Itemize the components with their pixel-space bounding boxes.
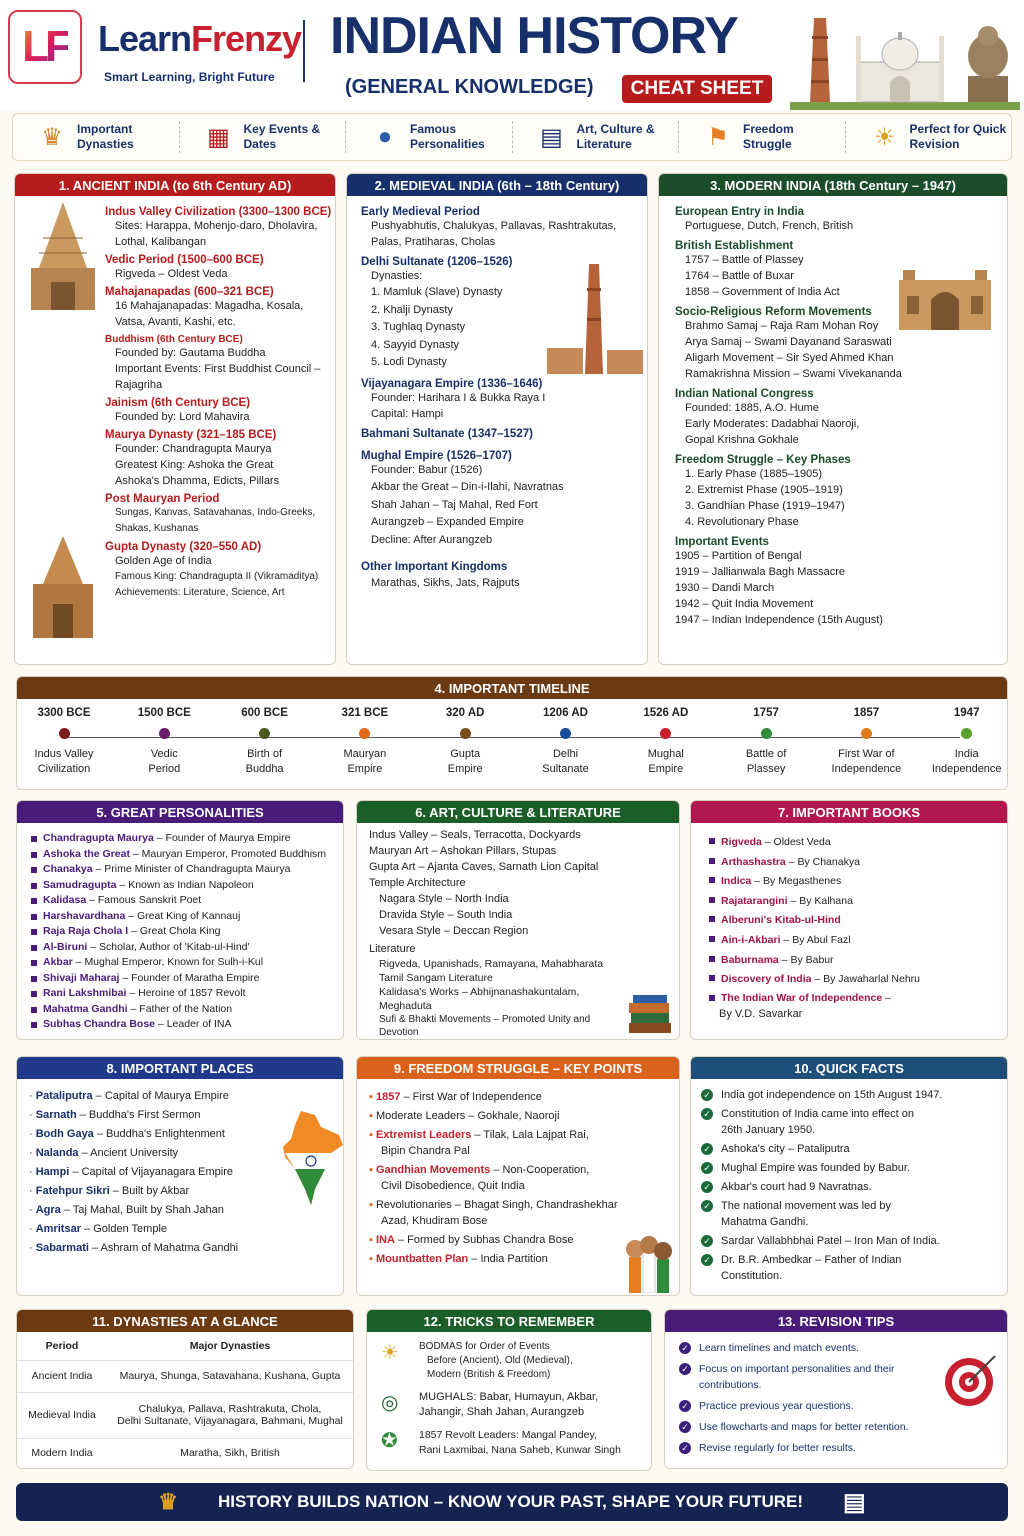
books-card: 7. IMPORTANT BOOKS Rigveda – Oldest Veda Arthashastra – By Chanakya Indica – By Megasthenes Rajatarangini – By Kalhana Alberuni's Kitab-ul-Hind Ain-i-Akbari – By Abul Fazl Baburnama – By Babur Discovery of India – By Jawaharlal Nehru The Indian War of Independence – By V.D. Savarkar xyxy=(690,800,1008,1040)
header-divider xyxy=(303,20,305,82)
timeline-dot xyxy=(259,728,270,739)
list-item: · Fatehpur Sikri – Built by Akbar xyxy=(29,1185,190,1197)
logo: LF xyxy=(8,10,82,84)
art-culture-card xyxy=(356,800,680,1040)
list-item: Subhas Chandra Bose – Leader of INA xyxy=(29,1017,344,1033)
list-item: ▪ 1857 – First War of Independence xyxy=(369,1091,542,1103)
card-title: 2. MEDIEVAL INDIA (6th – 18th Century) xyxy=(347,174,647,196)
revision-tips-card xyxy=(664,1309,1008,1469)
flag-icon: ⚑ xyxy=(707,123,729,151)
check-icon: ✓ xyxy=(701,1089,713,1101)
list-item: · Agra – Taj Mahal, Built by Shah Jahan xyxy=(29,1204,224,1216)
list-item: ✓ Revise regularly for better results. xyxy=(679,1440,947,1456)
medieval-content: Early Medieval Period Pushyabhutis, Chalukyas, Pallavas, Rashtrakutas, Palas, Pratiharas, Cholas Delhi Sultanate (1206–1526) Dynasties: 1. Mamluk (Slave) Dynasty 2. Khalji Dynasty 3. Tughlaq Dynasty 4. Sayyid Dynasty 5. Lodi Dynasty Vijayanagara Empire (1336–1646) Founder: Harihara I & Bukka Raya I Capital: Hampi Bahmani Sultanate (1347–1527) Mughal Empire (1526–1707) Founder: Babur (1526) Akbar the Great – Din-i-Ilahi, Navratnas Shah Jahan – Taj Mahal, Red Fort Aurangzeb – Expanded Empire Decline: After Aurangzeb Other Important Kingdoms Marathas, Sikhs, Jats, Rajputs xyxy=(361,206,617,589)
star-icon: ✪ xyxy=(381,1430,398,1452)
card-title: 3. MODERN INDIA (18th Century – 1947) xyxy=(659,174,1007,196)
footer-banner: ♛ HISTORY BUILDS NATION – KNOW YOUR PAST, SHAPE YOUR FUTURE! ▤ xyxy=(16,1483,1008,1521)
timeline-point: 3300 BCE Indus Valley Civilization xyxy=(34,707,94,775)
page-subtitle: (GENERAL KNOWLEDGE) xyxy=(345,76,594,98)
dynasties-card xyxy=(16,1309,354,1469)
check-icon: ✓ xyxy=(701,1235,713,1247)
list-item: ▪ Gandhian Movements – Non-Cooperation, Civil Disobedience, Quit India xyxy=(369,1164,590,1192)
list-item: ✓ Constitution of India came into effect on 26th January 1950. xyxy=(701,1106,1005,1138)
list-item: Ashoka the Great – Mauryan Emperor, Promoted Buddhism xyxy=(29,847,344,863)
tagline: Smart Learning, Bright Future xyxy=(104,70,275,84)
check-icon: ✓ xyxy=(679,1442,691,1454)
tips-list xyxy=(679,1340,947,1461)
modern-content: European Entry in India Portuguese, Dutch, French, British British Establishment 1757 – Battle of Plassey 1764 – Battle of Buxar 1858 – Government of India Act Socio-Religious Reform Movements Brahmo Samaj – Raja Ram Mohan Roy Arya Samaj – Swami Dayanand Saraswati Aligarh Movement – Sir Syed Ahmed Khan Ramakrishna Mission – Swami Vivekananda Indian National Congress Founded: 1885, A.O. Hume Early Moderates: Dadabhai Naoroji, Gopal Krishna Gokhale Freedom Struggle – Key Phases 1. Early Phase (1885–1905) 2. Extremist Phase (1905–1919) 3. Gandhian Phase (1919–1947) 4. Revolutionary Phase Important Events 1905 – Partition of Bengal 1919 – Jallianwala Bagh Massacre 1930 – Dandi March 1942 – Quit India Movement 1947 – Indian Independence (15th August) xyxy=(675,206,902,626)
timeline-dot xyxy=(59,728,70,739)
card-title: 6. ART, CULTURE & LITERATURE xyxy=(357,801,679,823)
bulb-icon: ☀ xyxy=(381,1342,399,1364)
timeline-point: 1500 BCE Vedic Period xyxy=(137,707,191,775)
list-item: Mahatma Gandhi – Father of the Nation xyxy=(29,1002,344,1018)
list-item: Arthashastra – By Chanakya xyxy=(707,853,1007,873)
cheat-sheet-badge: CHEAT SHEET xyxy=(622,75,772,103)
timeline-dot xyxy=(359,728,370,739)
feature-item: ⚑ Freedom Struggle xyxy=(679,121,846,153)
timeline-dot xyxy=(159,728,170,739)
card-title: 7. IMPORTANT BOOKS xyxy=(691,801,1007,823)
card-title: 12. TRICKS TO REMEMBER xyxy=(367,1310,651,1332)
list-item: Samudragupta – Known as Indian Napoleon xyxy=(29,878,344,894)
trophy-icon: ♛ xyxy=(158,1489,179,1514)
list-item: ✓ Use flowcharts and maps for better retention. xyxy=(679,1419,947,1435)
timeline-point: 1947 India Independence xyxy=(931,707,1002,775)
list-item: ▪ Moderate Leaders – Gokhale, Naoroji xyxy=(369,1110,560,1122)
list-item: ✓ Akbar's court had 9 Navratnas. xyxy=(701,1179,1005,1195)
timeline-dot xyxy=(460,728,471,739)
taj-mahal-icon xyxy=(856,32,944,102)
card-title: 4. IMPORTANT TIMELINE xyxy=(17,677,1007,699)
list-item: · Pataliputra – Capital of Maurya Empire xyxy=(29,1090,229,1102)
personalities-card xyxy=(16,800,344,1040)
list-item: ✓ Mughal Empire was founded by Babur. xyxy=(701,1160,1005,1176)
personalities-list xyxy=(29,831,344,1033)
modern-india-card xyxy=(658,173,1008,665)
list-item: ✓ Practice previous year questions. xyxy=(679,1398,947,1414)
tricks-card xyxy=(366,1309,652,1471)
list-item: · Hampi – Capital of Vijayanagara Empire xyxy=(29,1166,234,1178)
list-item: ✓ Sardar Vallabhbhai Patel – Iron Man of India. xyxy=(701,1233,1005,1249)
list-item: Al-Biruni – Scholar, Author of 'Kitab-ul-Hind' xyxy=(29,940,344,956)
bulb-icon: ☀ xyxy=(873,123,896,151)
list-item: Alberuni's Kitab-ul-Hind xyxy=(707,911,1007,931)
list-item: Baburnama – By Babur xyxy=(707,951,1007,971)
timeline-dot xyxy=(761,728,772,739)
list-item: Indica – By Megasthenes xyxy=(707,872,1007,892)
ancient-india-card xyxy=(14,173,336,665)
timeline-point: 1206 AD Delhi Sultanate xyxy=(542,707,589,775)
places-list xyxy=(29,1087,279,1258)
table-row: Modern India Maratha, Sikh, British xyxy=(31,1447,280,1460)
list-item: ✓ Ashoka's city – Pataliputra xyxy=(701,1141,1005,1157)
list-item: · Sabarmati – Ashram of Mahatma Gandhi xyxy=(29,1242,239,1254)
facts-list xyxy=(701,1087,1005,1287)
places-card xyxy=(16,1056,344,1296)
tricks-list xyxy=(381,1340,649,1458)
feature-item: ▤ Art, Culture & Literature xyxy=(513,121,680,153)
books-list xyxy=(707,833,1007,1006)
timeline-point: 1757 Battle of Plassey xyxy=(745,707,787,775)
list-item: ▪ Mountbatten Plan – India Partition xyxy=(369,1253,548,1265)
check-icon: ✓ xyxy=(679,1363,691,1375)
quick-facts-card xyxy=(690,1056,1008,1296)
list-item: ▪ INA – Formed by Subhas Chandra Bose xyxy=(369,1234,574,1246)
timeline-point: 600 BCE Birth of Buddha xyxy=(241,707,288,775)
temple-icon xyxy=(21,198,105,318)
list-item: Chanakya – Prime Minister of Chandragupta Maurya xyxy=(29,862,344,878)
list-item: · Amritsar – Golden Temple xyxy=(29,1223,168,1235)
list-item: The Indian War of Independence – xyxy=(707,990,1007,1006)
card-title: 9. FREEDOM STRUGGLE – KEY POINTS xyxy=(357,1057,679,1079)
list-item: Raja Raja Chola I – Great Chola King xyxy=(29,924,344,940)
raised-fists-icon xyxy=(623,1229,677,1293)
list-item: Harshavardhana – Great King of Kannauj xyxy=(29,909,344,925)
list-item: ▪ Revolutionaries – Bhagat Singh, Chandrashekhar Azad, Khudiram Bose xyxy=(369,1199,618,1227)
card-title: 11. DYNASTIES AT A GLANCE xyxy=(17,1310,353,1332)
list-item: ☀ BODMAS for Order of Events Before (Ancient), Old (Medieval), Modern (British & Freedom) xyxy=(381,1341,573,1380)
list-item: Rajatarangini – By Kalhana xyxy=(707,892,1007,912)
crown-icon: ♛ xyxy=(41,123,63,151)
globe-icon: ◎ xyxy=(381,1392,399,1414)
list-item: ✓ Dr. B.R. Ambedkar – Father of Indian Constitution. xyxy=(701,1252,1005,1284)
calendar-icon: ▦ xyxy=(207,123,230,151)
feature-bar xyxy=(12,113,1012,161)
page-title: INDIAN HISTORY xyxy=(330,7,738,65)
book-icon: ▤ xyxy=(540,123,563,151)
book-icon: ▤ xyxy=(843,1488,866,1516)
ancient-content: Indus Valley Civilization (3300–1300 BCE) Sites: Harappa, Mohenjo-daro, Dholavira, Lothal, Kalibangan Vedic Period (1500–600 BCE) Rigveda – Oldest Veda Mahajanapadas (600–321 BCE) 16 Mahajanapadas: Magadha, Kosala, Vatsa, Avanti, Kashi, etc. Buddhism (6th Century BCE) Founded by: Gautama Buddha Important Events: First Buddhist Council – Rajagriha Jainism (6th Century BCE) Founded by: Lord Mahavira Maurya Dynasty (321–185 BCE) Founder: Chandragupta Maurya Greatest King: Ashoka the Great Ashoka's Dhamma, Edicts, Pillars Post Mauryan Period Sungas, Kanvas, Satavahanas, Indo-Greeks, Shakas, Kushanas Gupta Dynasty (320–550 AD) Golden Age of India Famous King: Chandragupta II (Vikramaditya) Achievements: Literature, Science, Art xyxy=(105,206,332,598)
timeline-point: 1526 AD Mughal Empire xyxy=(643,707,689,775)
timeline-dot xyxy=(660,728,671,739)
card-title: 5. GREAT PERSONALITIES xyxy=(17,801,343,823)
freedom-struggle-card xyxy=(356,1056,680,1296)
check-icon: ✓ xyxy=(701,1200,713,1212)
list-item: Kalidasa – Famous Sanskrit Poet xyxy=(29,893,344,909)
check-icon: ✓ xyxy=(701,1181,713,1193)
list-item: · Bodh Gaya – Buddha's Enlightenment xyxy=(29,1128,225,1140)
card-title: 1. ANCIENT INDIA (to 6th Century AD) xyxy=(15,174,335,196)
medieval-india-card xyxy=(346,173,648,665)
list-item: Shivaji Maharaj – Founder of Maratha Empire xyxy=(29,971,344,987)
list-item: ✓ India got independence on 15th August 1947. xyxy=(701,1087,1005,1103)
list-item: Akbar – Mughal Emperor, Known for Sulh-i-Kul xyxy=(29,955,344,971)
feature-item: ● Famous Personalities xyxy=(346,121,513,153)
art-content: Indus Valley – Seals, Terracotta, Dockyards Mauryan Art – Ashokan Pillars, Stupas Gupta Art – Ajanta Caves, Sarnath Lion Capital Temple Architecture Nagara Style – North India Dravida Style – South India Vesara Style – Deccan Region Literature Rigveda, Upanishads, Ramayana, Mahabharata Tamil Sangam Literature Kalidasa's Works – Abhijnanashakuntalam, Meghaduta Sufi & Bhakti Movements – Promoted Unity and Devotion xyxy=(369,829,604,1038)
check-icon: ✓ xyxy=(701,1162,713,1174)
list-item: · Sarnath – Buddha's First Sermon xyxy=(29,1109,201,1121)
table-row: Medieval India Chalukya, Pallava, Rashtrakuta, Chola, Delhi Sultanate, Vijayanagara, Bahmani, Mughal xyxy=(17,1392,353,1438)
list-item: Rani Lakshmibai – Heroine of 1857 Revolt xyxy=(29,986,344,1002)
dynasties-table: Period Major Dynasties Ancient India Maurya, Shunga, Satavahana, Kushana, Gupta Medieval India Chalukya, Pallava, Rashtrakuta, Chola, Delhi Sultanate, Vijayanagara, Bahmani, Mughal Modern India Maratha, Sikh, British xyxy=(17,1332,353,1468)
timeline-point: 321 BCE Mauryan Empire xyxy=(341,707,389,775)
list-item: · Nalanda – Ancient University xyxy=(29,1147,179,1159)
list-item: Chandragupta Maurya – Founder of Maurya Empire xyxy=(29,831,344,847)
list-item: ✪ 1857 Revolt Leaders: Mangal Pandey, Rani Laxmibai, Nana Saheb, Kunwar Singh xyxy=(381,1429,621,1456)
list-item: ▪ Extremist Leaders – Tilak, Lala Lajpat Rai, Bipin Chandra Pal xyxy=(369,1129,589,1157)
timeline-dot xyxy=(861,728,872,739)
table-row: Ancient India Maurya, Shunga, Satavahana, Kushana, Gupta xyxy=(17,1360,353,1392)
monuments-illustration xyxy=(790,6,1020,110)
check-icon: ✓ xyxy=(701,1108,713,1120)
timeline-point: 320 AD Gupta Empire xyxy=(445,707,485,775)
feature-item: ☀ Perfect for Quick Revision xyxy=(846,121,1012,153)
check-icon: ✓ xyxy=(701,1254,713,1266)
timeline-point: 1857 First War of Independence xyxy=(831,707,902,775)
check-icon: ✓ xyxy=(701,1143,713,1155)
india-map-icon xyxy=(281,1109,344,1209)
list-item: Ain-i-Akbari – By Abul Fazl xyxy=(707,931,1007,951)
timeline-dot xyxy=(560,728,571,739)
feature-item: ▦ Key Events & Dates xyxy=(180,121,347,153)
list-item: Discovery of India – By Jawaharlal Nehru xyxy=(707,970,1007,990)
target-icon xyxy=(941,1350,1001,1410)
timeline-dot xyxy=(961,728,972,739)
card-title: 8. IMPORTANT PLACES xyxy=(17,1057,343,1079)
check-icon: ✓ xyxy=(679,1421,691,1433)
person-icon: ● xyxy=(377,123,393,150)
list-item: ◎ MUGHALS: Babar, Humayun, Akbar, Jahangir, Shah Jahan, Aurangzeb xyxy=(381,1391,599,1418)
list-item: ✓ Focus on important personalities and their contributions. xyxy=(679,1361,947,1393)
check-icon: ✓ xyxy=(679,1400,691,1412)
check-icon: ✓ xyxy=(679,1342,691,1354)
card-title: 10. QUICK FACTS xyxy=(691,1057,1007,1079)
list-item: ✓ The national movement was led by Mahatma Gandhi. xyxy=(701,1198,1005,1230)
temple-icon xyxy=(21,534,105,644)
list-item: ✓ Learn timelines and match events. xyxy=(679,1340,947,1356)
list-item: Rigveda – Oldest Veda xyxy=(707,833,1007,853)
ashoka-lion-icon xyxy=(968,26,1008,102)
card-title: 13. REVISION TIPS xyxy=(665,1310,1007,1332)
qutub-minar-icon xyxy=(810,18,830,102)
books-icon xyxy=(627,991,673,1037)
brand-name: LearnFrenzy xyxy=(98,18,302,59)
feature-item: ♛ Important Dynasties xyxy=(13,121,180,153)
